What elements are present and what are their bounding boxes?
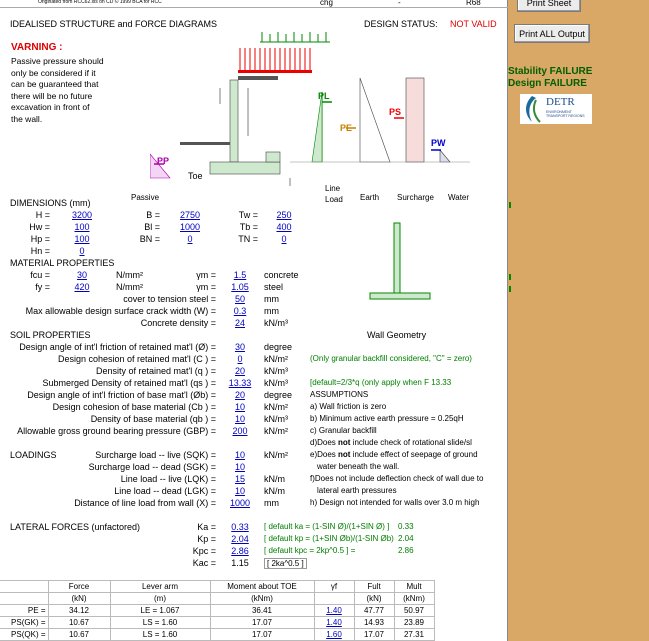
assumption-h: h) Design not intended for walls over 3.0 m high: [310, 498, 480, 507]
fy-gm-label: γm =: [196, 282, 216, 292]
b-value[interactable]: 2750: [179, 210, 201, 220]
ps-label: PS: [389, 107, 402, 117]
bn-value[interactable]: 0: [187, 234, 193, 244]
print-all-button[interactable]: Print ALL Output: [514, 24, 590, 43]
soil-row-unit: degree: [264, 342, 293, 352]
fcu-gm-unit: concrete: [264, 270, 299, 280]
ref-cell: R68: [466, 0, 481, 7]
marker-1: [509, 202, 511, 208]
loading-row-value[interactable]: 10: [234, 462, 245, 472]
hw-label: Hw =: [29, 222, 50, 232]
earth-label: Earth: [360, 193, 380, 202]
kpc-note: [ default kpc = 2kp^0.5 ] =: [264, 546, 356, 555]
chg-label: chg: [320, 0, 333, 7]
concrete-density-label: Concrete density =: [140, 318, 216, 328]
fcu-unit: N/mm²: [116, 270, 143, 280]
fy-gm-value[interactable]: 1.05: [231, 282, 249, 292]
loading-row-label: Line load -- live (LQK) =: [120, 474, 216, 484]
fcu-label: fcu =: [30, 270, 50, 280]
print-sheet-button[interactable]: Print Sheet: [517, 0, 581, 12]
stability-status: Stability FAILURE: [508, 66, 593, 77]
concrete-density-value[interactable]: 24: [234, 318, 245, 328]
kpc-label: Kpc =: [192, 546, 216, 556]
soil-row-unit: kN/m³: [264, 378, 288, 388]
hp-label: Hp =: [30, 234, 50, 244]
crack-label: Max allowable design surface crack width (W) =: [25, 306, 216, 316]
table-corner: [0, 581, 48, 593]
kp-value[interactable]: 2.04: [231, 534, 249, 544]
col-lever: Lever arm: [110, 581, 210, 593]
h-label: H =: [35, 210, 50, 220]
wall-stem: [230, 80, 238, 162]
ka-value[interactable]: 0.33: [231, 522, 249, 532]
soil-row-label: Submerged Density of retained mat'l (qs ) =: [42, 378, 216, 388]
pp-label: PP: [157, 156, 170, 166]
table-header-row: [0, 581, 434, 593]
col-moment: Moment about TOE: [210, 581, 314, 593]
hp-value[interactable]: 100: [74, 234, 90, 244]
wall-geometry-diagram: [360, 222, 440, 322]
tw-label: Tw =: [238, 210, 258, 220]
detr-logo-mark: [522, 94, 542, 124]
soil-row-value[interactable]: 10: [234, 402, 245, 412]
marker-3: [509, 286, 511, 292]
surcharge-diagram: [406, 78, 424, 162]
fcu-gm-value[interactable]: 1.5: [233, 270, 247, 280]
earth-diagram: [360, 78, 390, 162]
loading-row-value[interactable]: 15: [234, 474, 245, 484]
hn-label: Hn =: [30, 246, 50, 256]
design-status-label: DESIGN STATUS:: [364, 19, 438, 29]
soil-row-label: Density of base material (qb ) =: [90, 414, 216, 424]
kac-note: [ 2ka^0.5 ]: [264, 558, 307, 569]
front-ground: [180, 142, 230, 145]
soil-row-unit: kN/m²: [264, 426, 288, 436]
loading-row-value[interactable]: 10: [234, 486, 245, 496]
ka-label: Ka =: [197, 522, 216, 532]
crack-value[interactable]: 0.3: [233, 306, 247, 316]
soil-row-label: Allowable gross ground bearing pressure (GBP) =: [17, 426, 216, 436]
hw-value[interactable]: 100: [74, 222, 90, 232]
kac-label: Kac =: [192, 558, 216, 568]
origin-text: Originated from RCC62.xls on CD © 1999 BCA for RCC: [38, 0, 162, 5]
soil-note-default: [default=2/3*q (only apply when F 13.33: [310, 378, 452, 387]
loadings-heading: LOADINGS: [10, 450, 57, 460]
force-diagram: [150, 28, 480, 208]
ka-note: [ default ka = (1-SIN Ø)/(1+SIN Ø) ]: [264, 522, 390, 531]
passive-label: Passive: [131, 193, 160, 202]
geometry-stem: [394, 223, 400, 293]
wall-geometry-label: Wall Geometry: [367, 330, 427, 340]
surcharge-arrows: [240, 48, 310, 72]
surcharge-bar: [238, 70, 312, 73]
soil-row-value[interactable]: 20: [234, 366, 245, 376]
kac-value: 1.15: [231, 558, 249, 568]
tw-value[interactable]: 250: [276, 210, 292, 220]
loading-row-label: Line load -- dead (LGK) =: [114, 486, 216, 496]
fy-value[interactable]: 420: [74, 282, 90, 292]
geometry-base: [370, 293, 430, 299]
side-panel: [508, 0, 649, 641]
soil-row-unit: degree: [264, 390, 293, 400]
soil-row-unit: kN/m³: [264, 414, 288, 424]
col-fult: Fult: [354, 581, 394, 593]
assumption-c: c) Granular backfill: [310, 426, 377, 435]
bl-value[interactable]: 1000: [179, 222, 201, 232]
water-diagram: [440, 150, 450, 162]
table-row: PE = 34.12 LE = 1.067 36.41 1.40 47.77 50.97: [0, 605, 434, 617]
assumption-e2: water beneath the wall.: [317, 462, 400, 471]
soil-row-label: Design cohesion of retained mat'l (C ) =: [57, 354, 216, 364]
loading-row-unit: kN/m²: [264, 450, 288, 460]
kpc-note-value: 2.86: [398, 546, 414, 555]
fy-label: fy =: [35, 282, 50, 292]
assumptions-heading: ASSUMPTIONS: [310, 390, 369, 399]
dash-cell: -: [398, 0, 401, 7]
cover-label: cover to tension steel =: [123, 294, 216, 304]
cover-value[interactable]: 50: [234, 294, 245, 304]
pe-label: PE: [340, 123, 353, 133]
soil-row-label: Density of retained mat'l (q ) =: [95, 366, 216, 376]
warning-title: VARNING :: [11, 42, 63, 53]
b-label: B =: [146, 210, 160, 220]
surcharge-label: Surcharge: [397, 193, 434, 202]
tn-value[interactable]: 0: [281, 234, 287, 244]
loading-row-unit: mm: [264, 498, 279, 508]
table-row: PS(QK) = 10.67 LS = 1.60 17.07 1.60 17.07 27.31: [0, 629, 434, 641]
wall-base: [210, 162, 280, 174]
bn-label: BN =: [139, 234, 160, 244]
material-heading: MATERIAL PROPERTIES: [10, 258, 115, 268]
kpc-value[interactable]: 2.86: [231, 546, 249, 556]
design-status-side: Design FAILURE: [508, 78, 587, 89]
loading-row-value[interactable]: 1000: [229, 498, 251, 508]
tn-label: TN =: [238, 234, 258, 244]
soil-row-unit: kN/m²: [264, 354, 288, 364]
kp-note-value: 2.04: [398, 534, 414, 543]
loading-row-label: Distance of line load from wall (X) =: [74, 498, 216, 508]
soil-row-value[interactable]: 200: [232, 426, 248, 436]
soil-row-value[interactable]: 0: [237, 354, 243, 364]
table-units-row: (kN) (m) (kNm) (kN) (kNm): [0, 593, 434, 605]
lateral-heading: LATERAL FORCES (unfactored): [10, 522, 141, 532]
assumption-f2: lateral earth pressures: [317, 486, 397, 495]
concrete-density-unit: kN/m³: [264, 318, 288, 328]
assumption-e: e)Does not include effect of seepage of ground: [310, 450, 478, 459]
soil-heading: SOIL PROPERTIES: [10, 330, 91, 340]
line-load-label: Line Load: [325, 184, 343, 204]
soil-row-label: Design angle of int'l friction of retained mat'l (Ø) =: [19, 342, 216, 352]
ground-ticks: [262, 32, 326, 42]
col-mult: Mult: [394, 581, 434, 593]
loading-row-unit: kN/m: [264, 474, 285, 484]
detr-logo: DETR ENVIRONMENT TRANSPORT REGIONS: [520, 94, 592, 124]
soil-row-value[interactable]: 13.33: [228, 378, 252, 388]
loading-row-value[interactable]: 10: [234, 450, 245, 460]
table-row: PS(GK) = 10.67 LS = 1.60 17.07 1.40 14.93 23.89: [0, 617, 434, 629]
assumption-d: d)Does not include check of rotational slide/sl: [310, 438, 472, 447]
cover-unit: mm: [264, 294, 279, 304]
retained-soil-top: [238, 76, 278, 80]
fy-gm-unit: steel: [264, 282, 284, 292]
pw-label: PW: [431, 138, 446, 148]
ka-note-value: 0.33: [398, 522, 414, 531]
bl-label: Bl =: [144, 222, 160, 232]
assumption-a: a) Wall friction is zero: [310, 402, 387, 411]
loading-row-unit: kN/m: [264, 486, 285, 496]
soil-row-value[interactable]: 10: [234, 414, 245, 424]
tb-value[interactable]: 400: [276, 222, 292, 232]
toe-label: Toe: [188, 171, 203, 181]
h-value[interactable]: 3200: [71, 210, 93, 220]
col-force: Force: [48, 581, 110, 593]
heel-key: [266, 152, 280, 162]
soil-note-granular: (Only granular backfill considered, "C" = zero): [310, 354, 472, 363]
fcu-gm-label: γm =: [196, 270, 216, 280]
soil-row-value[interactable]: 30: [234, 342, 245, 352]
pl-label: PL: [318, 91, 330, 101]
hn-value[interactable]: 0: [79, 246, 85, 256]
water-label: Water: [448, 193, 470, 202]
assumption-f: f)Does not include deflection check of wall due to: [310, 474, 484, 483]
diagram-title: IDEALISED STRUCTURE and FORCE DIAGRAMS: [10, 19, 218, 29]
crack-unit: mm: [264, 306, 279, 316]
soil-row-value[interactable]: 20: [234, 390, 245, 400]
fcu-value[interactable]: 30: [76, 270, 87, 280]
soil-row-unit: kN/m³: [264, 366, 288, 376]
design-status-value: NOT VALID: [450, 19, 497, 29]
kp-note: [ default kp = (1+SIN Øb)/(1-SIN Øb): [264, 534, 394, 543]
kp-label: Kp =: [197, 534, 216, 544]
assumption-b: b) Minimum active earth pressure = 0.25qH: [310, 414, 464, 423]
marker-2: [509, 274, 511, 280]
results-table: [0, 580, 435, 641]
soil-row-label: Design angle of int'l friction of base mat'l (Øb) =: [27, 390, 216, 400]
tb-label: Tb =: [239, 222, 258, 232]
warning-text: Passive pressure should only be considered if it can be guaranteed that there will be no future excavation in front of the wall.: [11, 56, 104, 124]
soil-row-unit: kN/m²: [264, 402, 288, 412]
soil-row-label: Design cohesion of base material (Cb ) =: [52, 402, 216, 412]
loading-row-label: Surcharge load -- dead (SGK) =: [88, 462, 216, 472]
fy-unit: N/mm²: [116, 282, 143, 292]
pl-diagram: [312, 92, 322, 162]
dimensions-heading: DIMENSIONS (mm): [10, 198, 91, 208]
col-gf: γf: [314, 581, 354, 593]
loading-row-label: Surcharge load -- live (SQK) =: [95, 450, 216, 460]
